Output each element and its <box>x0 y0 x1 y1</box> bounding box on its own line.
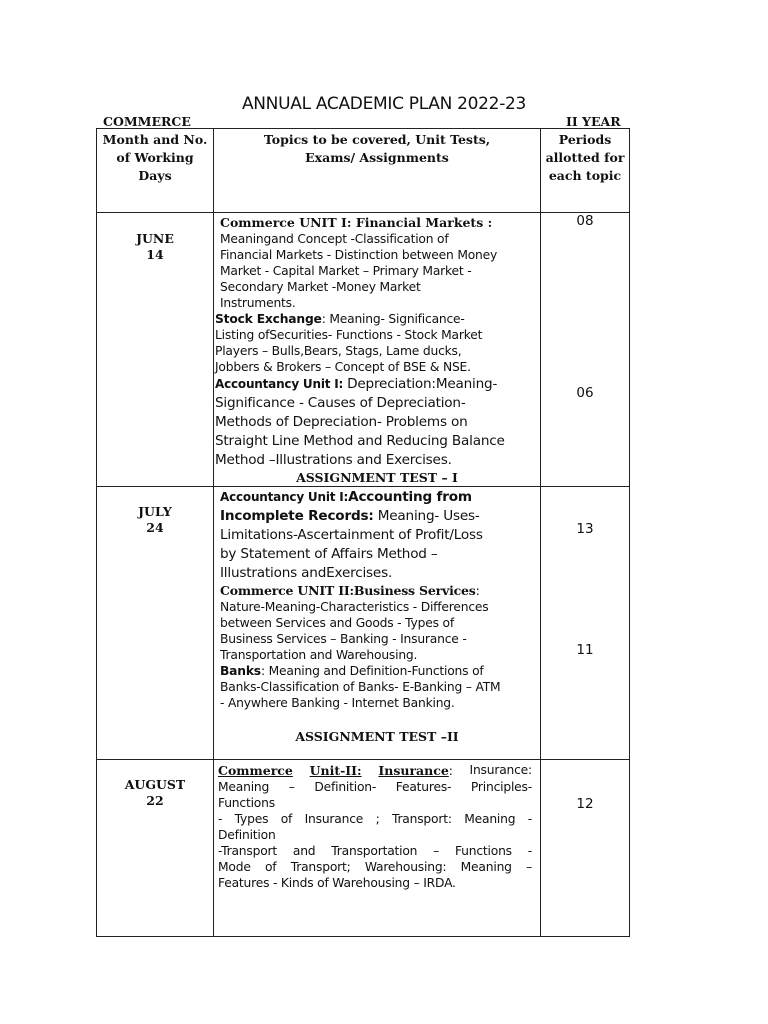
period-value: 12 <box>576 796 594 812</box>
topic-line: Meaningand Concept -Classification of <box>220 232 449 246</box>
unit-title: Stock Exchange <box>215 312 322 326</box>
topic-line: Market - Capital Market – Primary Market - <box>220 264 472 278</box>
month-cell-august <box>97 760 214 937</box>
academic-plan-table <box>96 128 630 937</box>
unit-title: Commerce <box>218 763 293 778</box>
topic-line: : Meaning- Significance- <box>321 312 465 326</box>
topic-line: - Types of Insurance ; Transport: Meaning - <box>218 812 532 826</box>
periods-cell-august <box>541 760 630 937</box>
period-value: 11 <box>576 642 594 658</box>
month-name: JUNE <box>136 231 174 246</box>
header-month-line: Days <box>138 168 172 183</box>
page-title: ANNUAL ACADEMIC PLAN 2022-23 <box>241 94 527 114</box>
header-periods-line: each topic <box>548 168 622 183</box>
header-month-line: Month and No. <box>102 132 208 147</box>
topic-line: Financial Markets - Distinction between Money <box>220 248 498 262</box>
topic-line: : Meaning and Definition-Functions of <box>260 664 484 678</box>
unit-title: Commerce UNIT I: Financial Markets : <box>220 215 493 230</box>
unit-title: Accounting from <box>348 489 472 505</box>
topic-line: Meaning- <box>435 376 498 392</box>
header-topics-line: Exams/ Assignments <box>305 150 449 165</box>
table-row-july <box>97 487 630 760</box>
topic-line: Nature-Meaning-Characteristics - Differences <box>220 600 489 614</box>
topic-line: Methods of Depreciation- Problems on <box>215 414 468 430</box>
topic-line: Method –Illustrations and Exercises. <box>215 452 452 468</box>
header-periods <box>541 129 630 213</box>
topic-line: Insurance: <box>469 763 532 777</box>
unit-title: Unit-II: <box>309 763 362 778</box>
working-days: 24 <box>146 520 164 535</box>
unit-title: Depreciation: <box>347 376 436 392</box>
topic-line: Definition <box>218 828 276 842</box>
month-name: AUGUST <box>124 777 186 792</box>
subject-label: COMMERCE <box>103 114 191 129</box>
topics-cell-august <box>214 760 541 937</box>
topic-line: Players – Bulls,Bears, Stags, Lame ducks, <box>215 344 462 358</box>
period-value: 08 <box>576 213 594 229</box>
topic-line: : <box>475 584 480 598</box>
unit-title: Incomplete Records: <box>220 508 374 524</box>
topic-line: Functions <box>218 796 275 810</box>
topic-line: - Anywhere Banking - Internet Banking. <box>220 696 455 710</box>
topic-line: Secondary Market -Money Market <box>220 280 421 294</box>
assignment-test: ASSIGNMENT TEST –II <box>295 729 459 744</box>
topic-line: Transportation and Warehousing. <box>220 648 418 662</box>
topic-line: : <box>448 764 453 778</box>
header-periods-line: Periods <box>558 132 612 147</box>
unit-title: Commerce UNIT II:Business Services <box>220 583 476 598</box>
topics-cell-july <box>214 487 541 760</box>
month-name: JULY <box>138 504 172 519</box>
unit-title: Banks <box>220 664 261 678</box>
unit-prefix: Accountancy Unit I: <box>215 377 348 391</box>
table-row-august <box>97 760 630 937</box>
month-cell-july <box>97 487 214 760</box>
topic-line: between Services and Goods - Types of <box>220 616 454 630</box>
topic-line: Illustrations andExercises. <box>220 565 393 581</box>
topic-line: Business Services – Banking - Insurance - <box>220 632 467 646</box>
topic-line: Banks-Classification of Banks- E-Banking – ATM <box>220 680 501 694</box>
topics-cell-june <box>214 213 541 487</box>
unit-title: Insurance <box>378 763 449 778</box>
topic-line: Significance - Causes of Depreciation- <box>215 395 466 411</box>
periods-cell-july <box>541 487 630 760</box>
period-value: 06 <box>576 385 594 401</box>
topic-line: Features - Kinds of Warehousing – IRDA. <box>218 876 456 890</box>
header-periods-line: allotted for <box>545 150 625 165</box>
topic-line: Limitations-Ascertainment of Profit/Loss <box>220 527 483 543</box>
unit-prefix: Accountancy Unit I: <box>220 490 349 504</box>
header-topics-line: Topics to be covered, Unit Tests, <box>263 132 491 147</box>
topic-line: -Transport and Transportation – Functions - <box>218 844 532 858</box>
assignment-test: ASSIGNMENT TEST – I <box>296 470 458 485</box>
topic-line: Meaning – Definition- Features- Principles- <box>218 780 532 794</box>
header-topics <box>214 129 541 213</box>
working-days: 22 <box>146 793 164 808</box>
periods-cell-june <box>541 213 630 487</box>
header-month-line: of Working <box>116 150 194 165</box>
table-row-june <box>97 213 630 487</box>
topic-line: by Statement of Affairs Method – <box>220 546 438 562</box>
table-header-row <box>97 129 630 213</box>
working-days: 14 <box>146 247 164 262</box>
header-month <box>97 129 214 213</box>
topic-line: Jobbers & Brokers – Concept of BSE & NSE. <box>215 360 471 374</box>
topic-line: Straight Line Method and Reducing Balance <box>215 433 505 449</box>
month-cell-june <box>97 213 214 487</box>
topic-line: Instruments. <box>220 296 296 310</box>
period-value: 13 <box>576 521 594 537</box>
year-label: II YEAR <box>566 114 621 129</box>
topic-line: Meaning- Uses- <box>373 508 480 524</box>
topic-line: Listing ofSecurities- Functions - Stock Market <box>215 328 483 342</box>
topic-line: Mode of Transport; Warehousing: Meaning – <box>218 860 532 874</box>
